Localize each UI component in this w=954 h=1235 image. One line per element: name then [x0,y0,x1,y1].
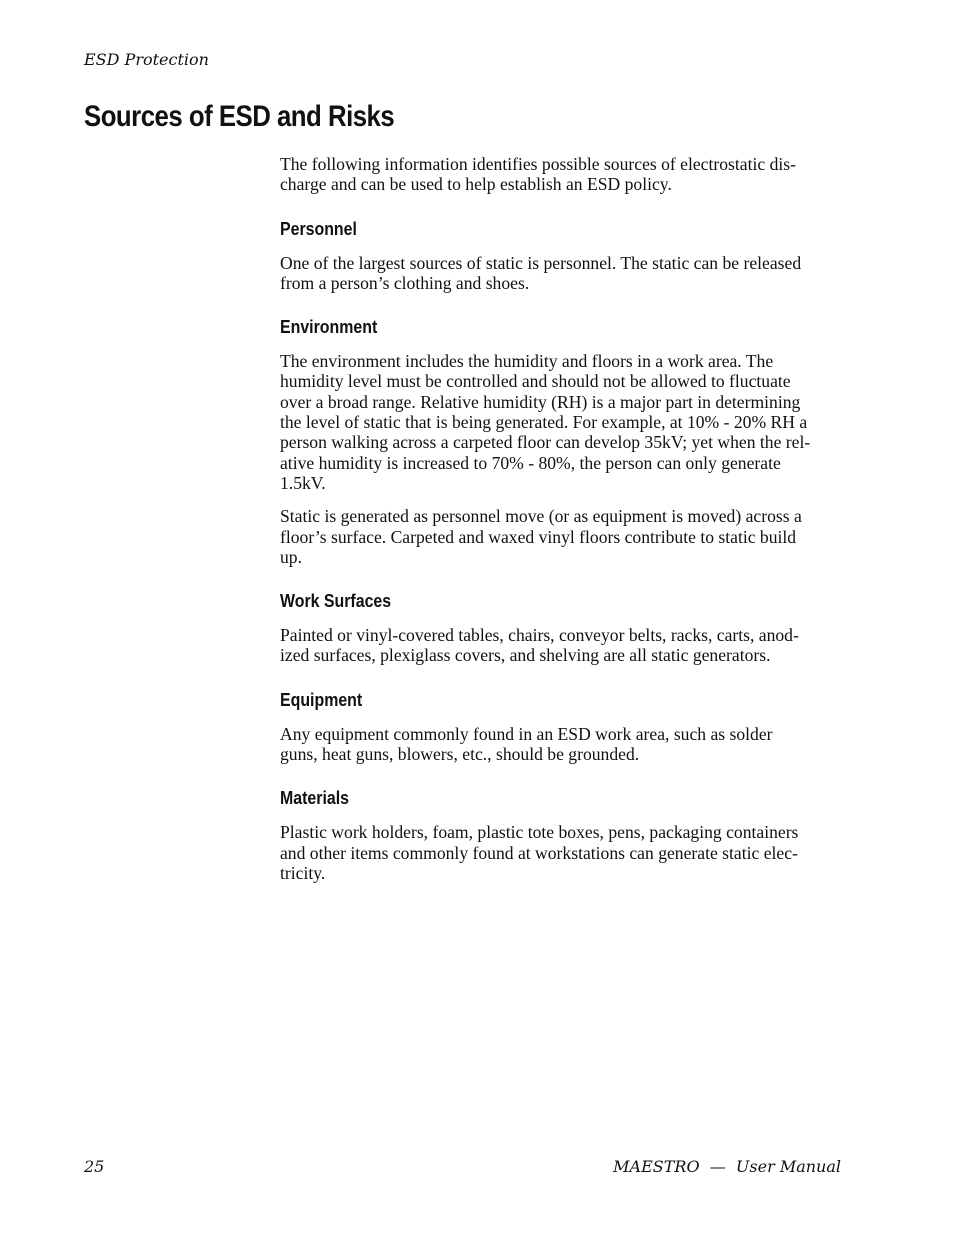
text-line: ized surfaces, plexiglass covers, and shelving are all static generators. [280,645,771,666]
materials-paragraph [280,822,844,883]
text-line: from a person’s clothing and shoes. [280,272,530,293]
text-line: over a broad range. Relative humidity (RH) is a major part in determining [280,391,801,412]
section-heading-environment: Environment [280,316,378,338]
text-line: floor’s surface. Carpeted and waxed vinyl floors contribute to static build [280,526,797,547]
text-line: The environment includes the humidity and floors in a work area. The [280,351,774,372]
text-line: person walking across a carpeted floor can develop 35kV; yet when the rel- [280,432,811,453]
text-line: ative humidity is increased to 70% - 80%, the person can only generate [280,452,781,473]
text-line: One of the largest sources of static is personnel. The static can be released [280,252,802,273]
text-line: up. [280,546,302,567]
text-line: 1.5kV. [280,472,326,493]
section-heading-personnel: Personnel [280,217,357,239]
environment-paragraph-2 [280,506,844,567]
intro-paragraph [280,154,844,195]
section-heading-materials: Materials [280,787,349,809]
running-header: ESD Protection [84,50,209,69]
personnel-paragraph [280,253,844,294]
body-content [280,154,844,896]
text-line: Static is generated as personnel move (or as equipment is moved) across a [280,506,802,527]
page-title: Sources of ESD and Risks [84,100,395,133]
section-heading-equipment: Equipment [280,688,363,710]
footer-document-title: MAESTRO — User Manual [613,1157,841,1176]
text-line: Any equipment commonly found in an ESD work area, such as solder [280,723,773,744]
text-line: charge and can be used to help establish an ESD policy. [280,174,672,195]
environment-paragraph-1 [280,351,844,493]
text-line: Painted or vinyl-covered tables, chairs, conveyor belts, racks, carts, anod- [280,625,799,646]
text-line: guns, heat guns, blowers, etc., should be grounded. [280,744,640,765]
text-line: tricity. [280,862,326,883]
text-line: Plastic work holders, foam, plastic tote boxes, pens, packaging containers [280,822,799,843]
text-line: The following information identifies possible sources of electrostatic dis- [280,154,796,174]
footer-page-number: 25 [84,1157,105,1176]
text-line: and other items commonly found at workstations can generate static elec- [280,842,798,863]
text-line: the level of static that is being generated. For example, at 10% - 20% RH a [280,412,808,433]
work-surfaces-paragraph [280,625,844,666]
equipment-paragraph [280,724,844,765]
section-heading-work-surfaces: Work Surfaces [280,590,392,612]
text-line: humidity level must be controlled and should not be allowed to fluctuate [280,371,791,392]
